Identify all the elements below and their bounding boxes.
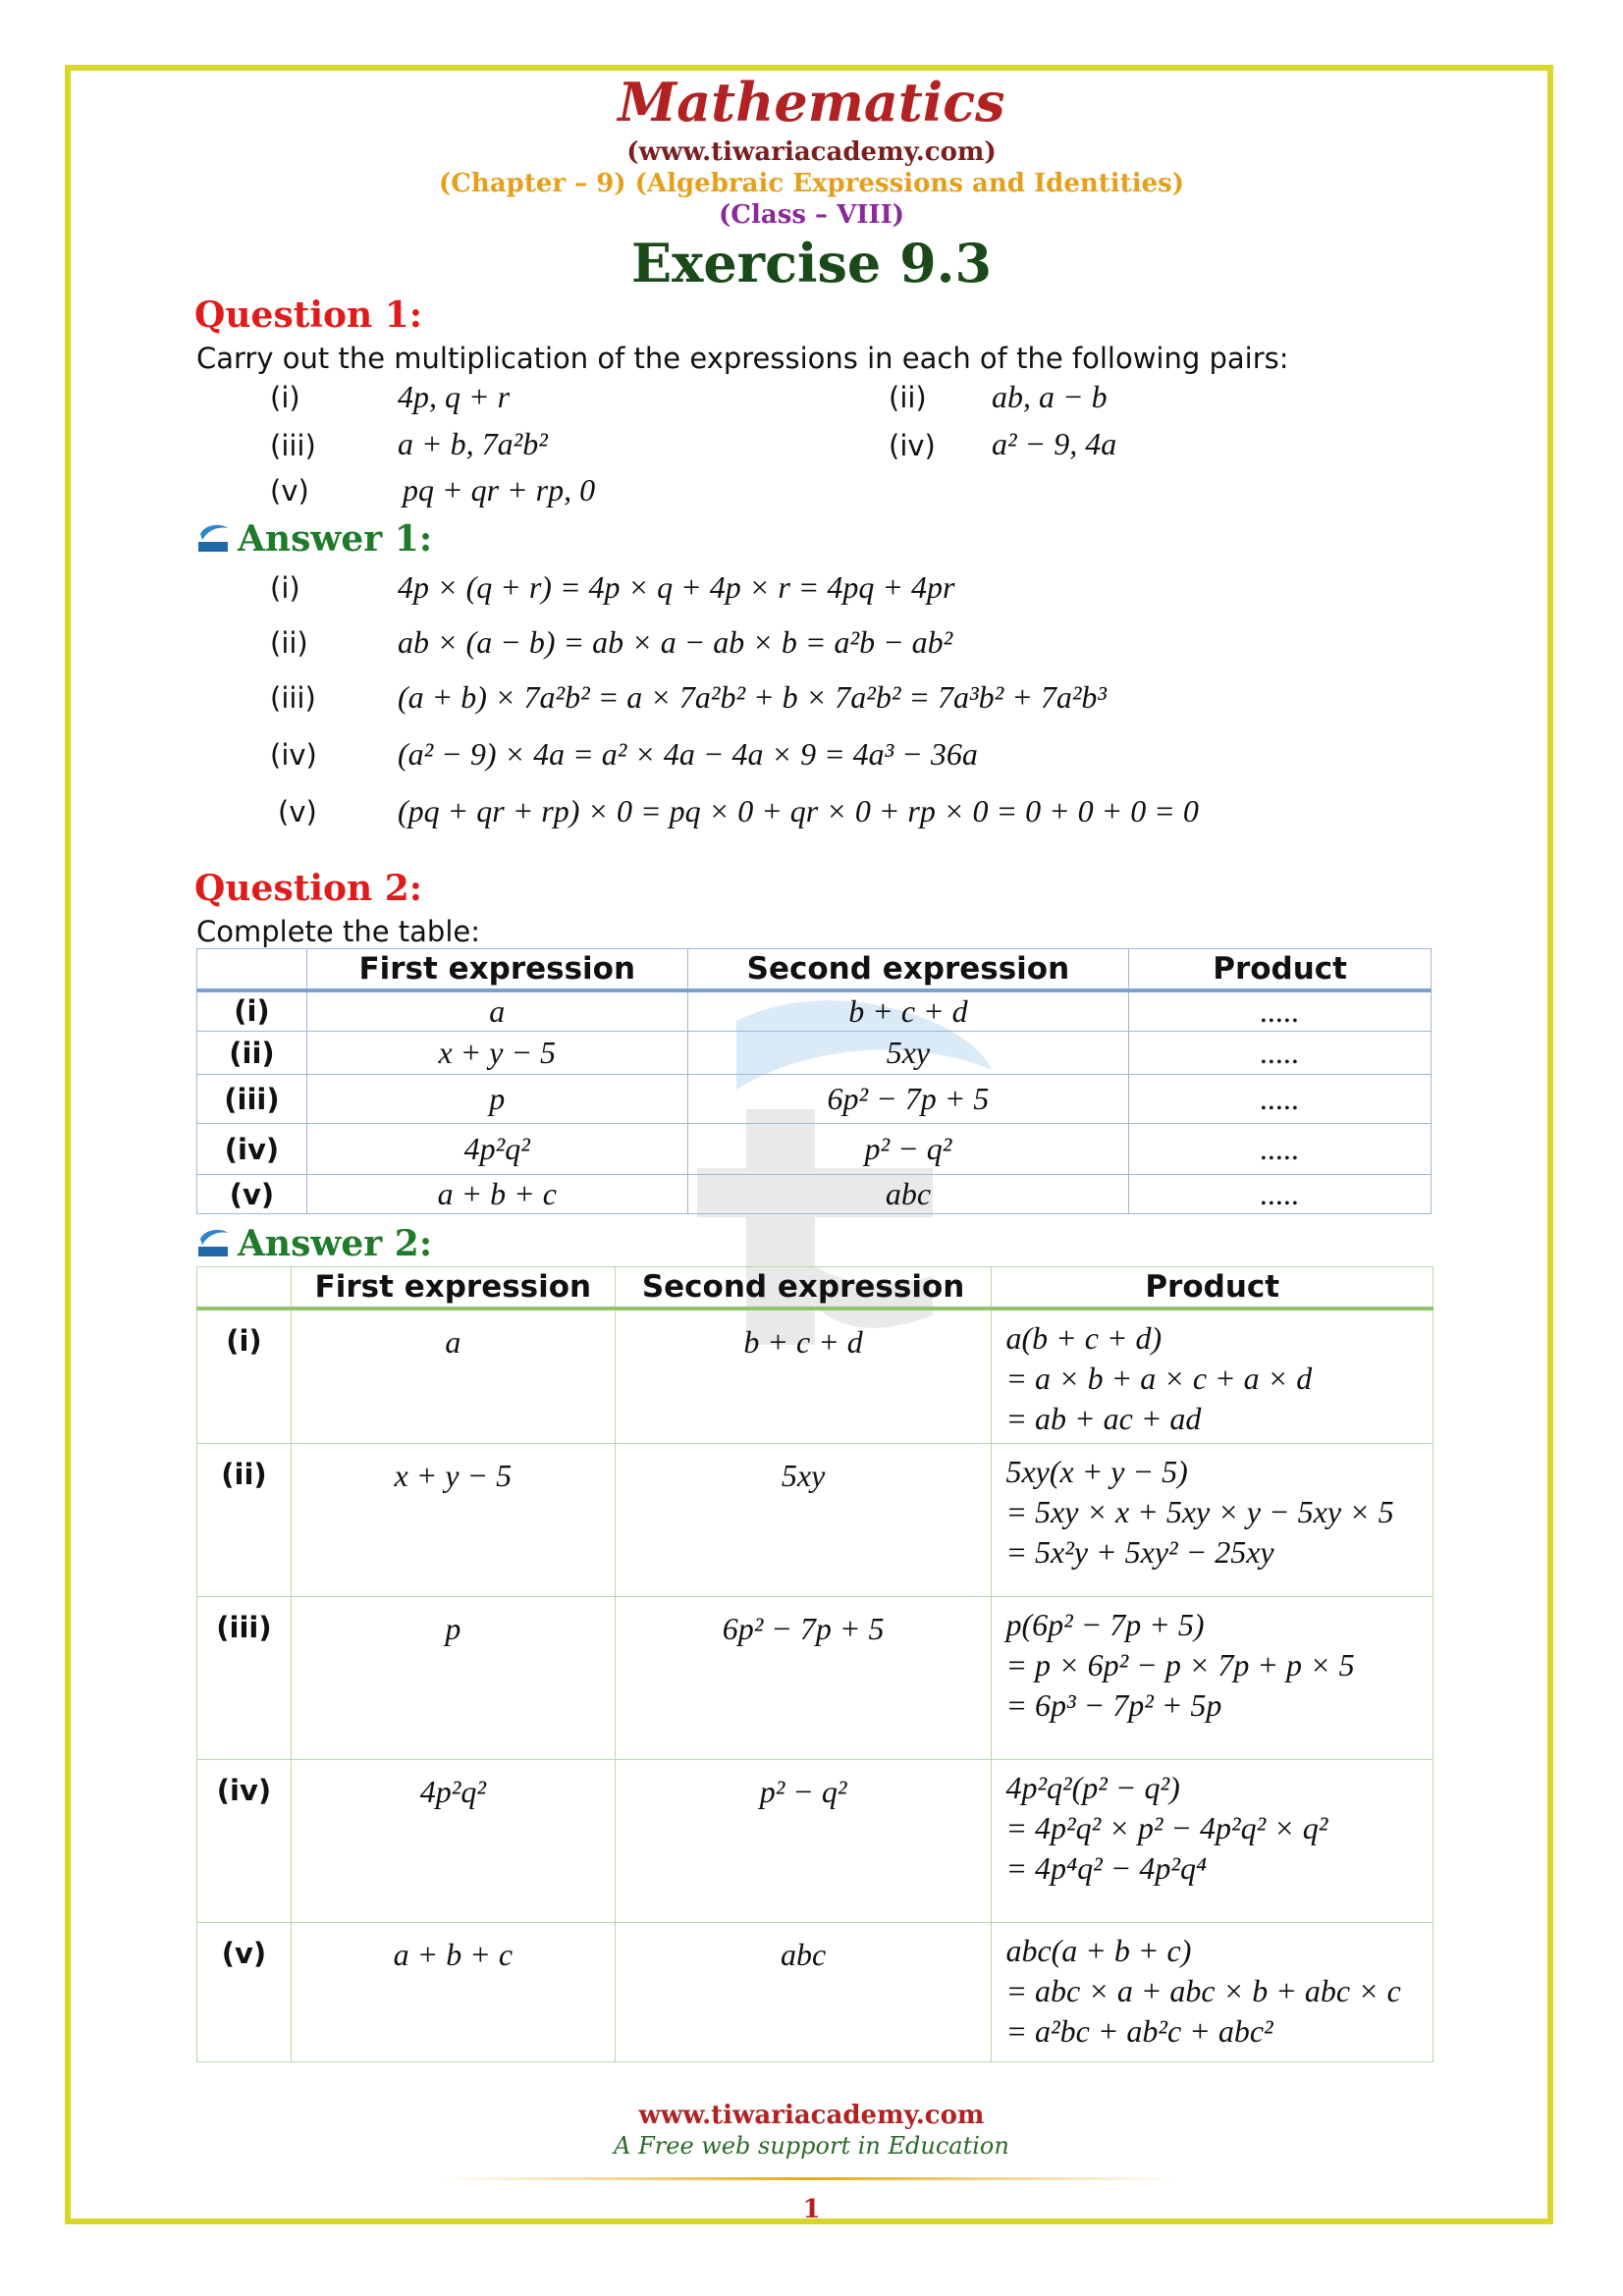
product-step: = 5xy × x + 5xy × y − 5xy × 5 [1005, 1494, 1394, 1529]
product-step: p(6p² − 7p + 5) [1005, 1607, 1205, 1642]
a1-item-expr: (a² − 9) × 4a = a² × 4a − 4a × 9 = 4a³ − 36a [398, 736, 978, 772]
q1-item-expr: a² − 9, 4a [992, 426, 1117, 461]
a1-item-expr: (pq + qr + rp) × 0 = pq × 0 + qr × 0 + rp × 0 = 0 + 0 + 0 = 0 [398, 793, 1199, 828]
table-row [197, 1444, 1434, 1597]
product-blank: ..... [1129, 1175, 1432, 1214]
product-step: 5xy(x + y − 5) [1005, 1454, 1188, 1489]
question-2-heading: Question 2: [194, 868, 423, 909]
product-blank: ..... [1129, 1032, 1432, 1075]
col-header-product: Product [992, 1267, 1434, 1308]
product-step: = 4p⁴q² − 4p²q⁴ [1005, 1850, 1208, 1886]
answer-logo-icon [196, 520, 230, 554]
product-step: a(b + c + d) [1005, 1319, 1163, 1356]
col-header-second: Second expression [615, 1267, 992, 1308]
second-expression: p² − q² [687, 1124, 1129, 1175]
footer-website[interactable]: www.tiwariacademy.com [638, 2101, 985, 2130]
table-row [197, 1075, 1432, 1124]
product-step: = a × b + a × c + a × d [1005, 1360, 1313, 1396]
chapter-line: (Chapter – 9) (Algebraic Expressions and Identities) [438, 169, 1185, 198]
footer-divider [442, 2177, 1178, 2180]
second-expression: 6p² − 7p + 5 [687, 1075, 1129, 1124]
table-row [197, 1124, 1432, 1175]
page-number: 1 [802, 2195, 821, 2224]
a1-item-label: (v) [278, 795, 317, 828]
answer-1-heading: Answer 1: [238, 518, 433, 560]
row-label: (iii) [197, 1597, 292, 1760]
row-label: (i) [197, 1308, 292, 1444]
product-step: = abc × a + abc × b + abc × c [1005, 1973, 1401, 2008]
a1-item-label: (i) [270, 571, 300, 605]
q1-item-label: (iii) [270, 429, 316, 462]
table-row [197, 990, 1432, 1032]
q1-item-label: (i) [270, 381, 300, 414]
first-expression: x + y − 5 [291, 1444, 615, 1597]
question-1-heading: Question 1: [194, 294, 423, 336]
answer-2-table [196, 1266, 1434, 2062]
col-header [197, 949, 307, 990]
first-expression: a + b + c [291, 1923, 615, 2062]
second-expression: b + c + d [615, 1308, 992, 1444]
row-label: (v) [197, 1923, 292, 2062]
second-expression: 5xy [687, 1032, 1129, 1075]
q1-item-label: (v) [270, 474, 309, 507]
row-label: (iii) [197, 1075, 307, 1124]
first-expression: 4p²q² [306, 1124, 687, 1175]
subject-title: Mathematics [618, 71, 1005, 133]
second-expression: p² − q² [615, 1760, 992, 1923]
answer-logo-icon [196, 1225, 230, 1258]
a1-item-label: (iv) [270, 738, 317, 772]
product-blank: ..... [1129, 990, 1432, 1032]
product-cell [992, 1597, 1434, 1760]
header-website[interactable]: (www.tiwariacademy.com) [626, 137, 997, 167]
product-cell [992, 1760, 1434, 1923]
table-row [197, 1175, 1432, 1214]
exercise-title: Exercise 9.3 [630, 232, 993, 294]
footer-tagline: A Free web support in Education [614, 2132, 1009, 2160]
answer-2-heading: Answer 2: [238, 1223, 433, 1264]
row-label: (iv) [197, 1124, 307, 1175]
row-label: (v) [197, 1175, 307, 1214]
first-expression: p [306, 1075, 687, 1124]
row-label: (ii) [197, 1444, 292, 1597]
table-row [197, 1923, 1434, 2062]
product-cell [992, 1923, 1434, 2062]
row-label: (i) [197, 990, 307, 1032]
a1-item-label: (ii) [270, 626, 308, 660]
col-header-first: First expression [291, 1267, 615, 1308]
product-step: = 6p³ − 7p² + 5p [1005, 1687, 1222, 1723]
col-header-product: Product [1129, 949, 1432, 990]
q1-item-label: (ii) [889, 381, 927, 414]
first-expression: a [291, 1308, 615, 1444]
first-expression: a + b + c [306, 1175, 687, 1214]
question-2-prompt: Complete the table: [196, 915, 481, 948]
table-row [197, 1308, 1434, 1444]
col-header [197, 1267, 292, 1308]
table-row [197, 1760, 1434, 1923]
second-expression: abc [687, 1175, 1129, 1214]
q1-item-expr: ab, a − b [992, 379, 1108, 414]
second-expression: 5xy [615, 1444, 992, 1597]
first-expression: a [306, 990, 687, 1032]
product-step: = p × 6p² − p × 7p + p × 5 [1005, 1647, 1355, 1682]
col-header-first: First expression [306, 949, 687, 990]
row-label: (ii) [197, 1032, 307, 1075]
a1-item-expr: 4p × (q + r) = 4p × q + 4p × r = 4pq + 4pr [398, 569, 955, 605]
second-expression: b + c + d [687, 990, 1129, 1032]
product-step: abc(a + b + c) [1005, 1933, 1192, 1968]
table-row [197, 1032, 1432, 1075]
table-row [197, 1597, 1434, 1760]
a1-item-expr: ab × (a − b) = ab × a − ab × b = a²b − ab² [398, 624, 953, 660]
second-expression: abc [615, 1923, 992, 2062]
q1-item-label: (iv) [889, 429, 936, 462]
row-label: (iv) [197, 1760, 292, 1923]
second-expression: 6p² − 7p + 5 [615, 1597, 992, 1760]
first-expression: p [291, 1597, 615, 1760]
product-cell [992, 1308, 1434, 1444]
q1-item-expr: 4p, q + r [398, 379, 511, 414]
question-2-table [196, 948, 1432, 1214]
product-cell [992, 1444, 1434, 1597]
a1-item-expr: (a + b) × 7a²b² = a × 7a²b² + b × 7a²b² = 7a³b² + 7a²b³ [398, 679, 1107, 715]
q1-item-expr: a + b, 7a²b² [398, 426, 548, 461]
product-step: = a²bc + ab²c + abc² [1005, 2013, 1273, 2049]
product-step: = 4p²q² × p² − 4p²q² × q² [1005, 1810, 1328, 1845]
first-expression: x + y − 5 [306, 1032, 687, 1075]
product-blank: ..... [1129, 1075, 1432, 1124]
a1-item-label: (iii) [270, 681, 316, 715]
question-1-prompt: Carry out the multiplication of the expressions in each of the following pairs: [196, 342, 1289, 375]
col-header-second: Second expression [687, 949, 1129, 990]
product-blank: ..... [1129, 1124, 1432, 1175]
class-line: (Class – VIII) [718, 200, 905, 230]
first-expression: 4p²q² [291, 1760, 615, 1923]
q1-item-expr: pq + qr + rp, 0 [403, 472, 596, 507]
product-step: = 5x²y + 5xy² − 25xy [1005, 1534, 1274, 1570]
product-step: 4p²q²(p² − q²) [1005, 1770, 1180, 1805]
product-step: = ab + ac + ad [1005, 1400, 1202, 1436]
